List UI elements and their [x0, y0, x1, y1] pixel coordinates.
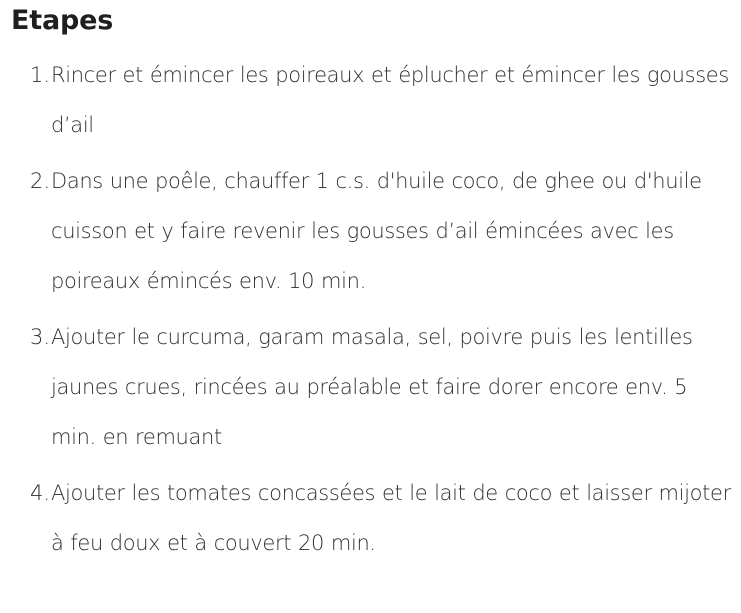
step-text: Ajouter le curcuma, garam masala, sel, poivre puis les lentilles jaunes crues, rincées au préalable et faire dorer encore env. 5 min. en remuant [51, 325, 693, 449]
step-number: 3. [29, 325, 50, 349]
step-number: 2. [29, 169, 50, 193]
step-text: Ajouter les tomates concassées et le lait de coco et laisser mijoter à feu doux et à couvert 20 min. [51, 481, 731, 555]
steps-list [11, 50, 733, 568]
step-text: Dans une poêle, chauffer 1 c.s. d'huile coco, de ghee ou d'huile cuisson et y faire revenir les gousses d’ail émincées avec les poireaux émincés env. 10 min. [51, 169, 702, 293]
step-item [11, 50, 733, 150]
step-number: 4. [29, 481, 50, 505]
recipe-steps-section [11, 0, 733, 574]
step-text: Rincer et émincer les poireaux et éplucher et émincer les gousses d’ail [51, 63, 729, 137]
step-item [11, 156, 733, 306]
step-item [11, 312, 733, 462]
step-item [11, 468, 733, 568]
steps-heading: Etapes [11, 5, 114, 36]
step-number: 1. [29, 63, 50, 87]
